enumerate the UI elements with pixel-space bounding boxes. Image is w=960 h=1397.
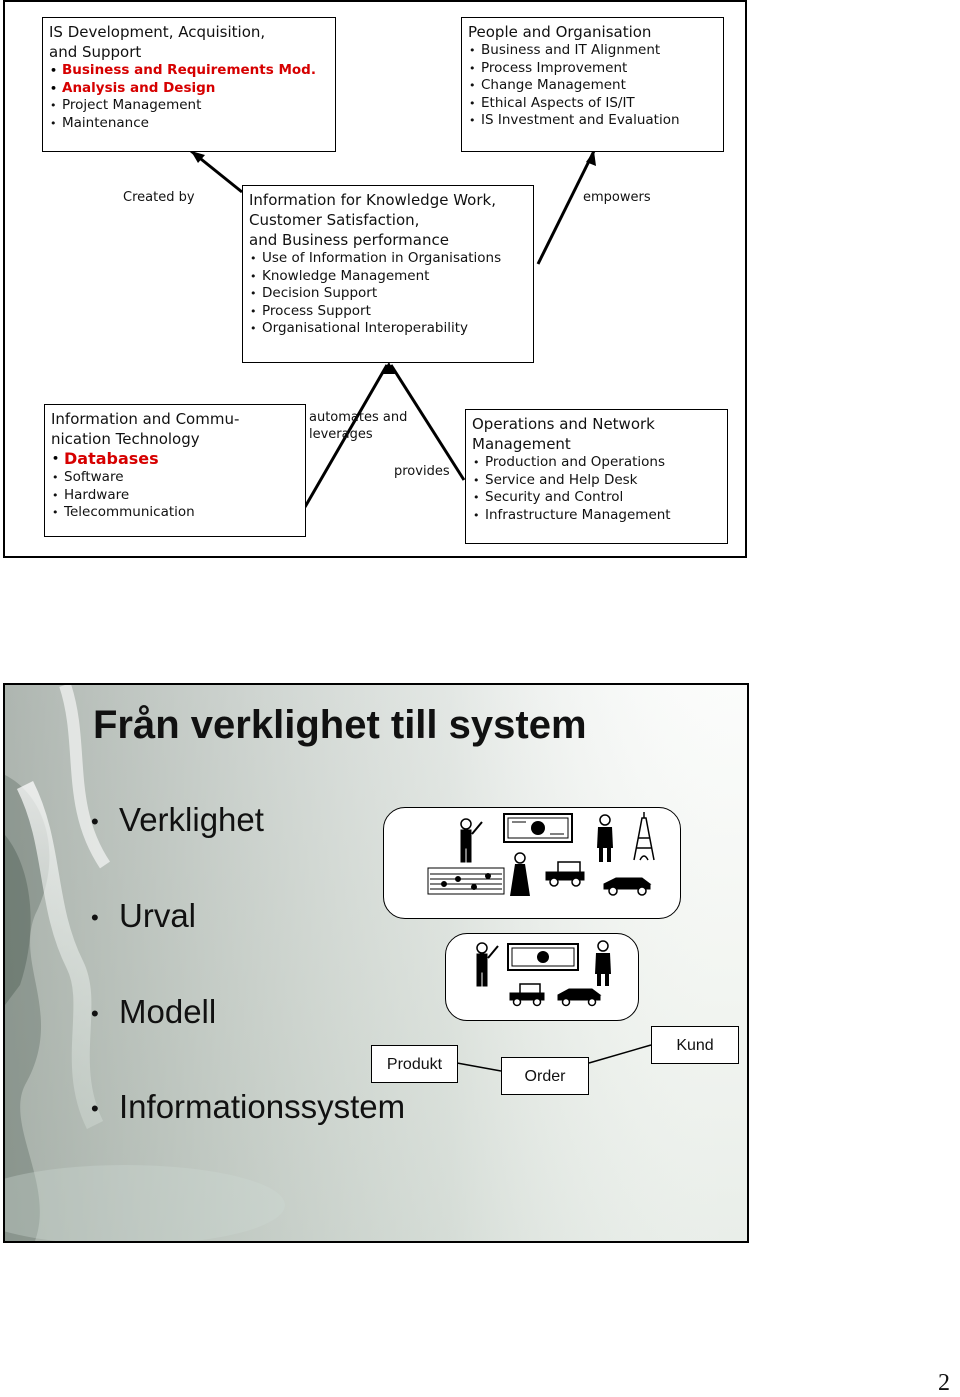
label-created-by: Created by bbox=[123, 190, 195, 205]
list-item: • Production and Operations bbox=[472, 454, 721, 472]
slide-title: Från verklighet till system bbox=[93, 703, 587, 747]
box-ict-title-2: nication Technology bbox=[51, 430, 200, 448]
list-item: • Knowledge Management bbox=[249, 268, 527, 286]
list-item: • Business and Requirements Mod. bbox=[49, 62, 329, 80]
box-info-list bbox=[249, 250, 527, 338]
box-info-title-3: and Business performance bbox=[249, 231, 449, 249]
list-item: • Process Improvement bbox=[468, 60, 717, 78]
model-box-kund: Kund bbox=[651, 1026, 739, 1064]
box-is-title-2: and Support bbox=[49, 43, 142, 61]
box-ict bbox=[44, 404, 306, 537]
list-item: • Ethical Aspects of IS/IT bbox=[468, 95, 717, 113]
box-ops-title-2: Management bbox=[472, 435, 571, 453]
model-box-produkt: Produkt bbox=[371, 1045, 458, 1083]
box-ops-title-1: Operations and Network bbox=[472, 415, 655, 433]
list-item: • IS Investment and Evaluation bbox=[468, 112, 717, 130]
list-item: • Service and Help Desk bbox=[472, 472, 721, 490]
page-number: 2 bbox=[938, 1370, 950, 1396]
list-item: • Decision Support bbox=[249, 285, 527, 303]
box-information-knowledge bbox=[242, 185, 534, 363]
label-provides: provides bbox=[394, 464, 450, 479]
box-ict-list bbox=[51, 449, 299, 522]
bullet-label: Informationssystem bbox=[119, 1088, 406, 1125]
list-item: • Hardware bbox=[51, 487, 299, 505]
box-is-title-1: IS Development, Acquisition, bbox=[49, 23, 266, 41]
box-ops-list bbox=[472, 454, 721, 524]
bullet-label: Verklighet bbox=[119, 801, 264, 838]
list-item: • Software bbox=[51, 469, 299, 487]
bullet-verklighet: • Verklighet bbox=[91, 801, 264, 838]
list-item: • Organisational Interoperability bbox=[249, 320, 527, 338]
box-people-list bbox=[468, 42, 717, 130]
model-connectors bbox=[5, 685, 747, 1241]
box-is-list bbox=[49, 62, 329, 132]
label-leverages: leverages bbox=[309, 427, 373, 442]
box-info-title-1: Information for Knowledge Work, bbox=[249, 191, 496, 209]
label-empowers: empowers bbox=[583, 190, 651, 205]
list-item: • Maintenance bbox=[49, 115, 329, 133]
list-item: • Process Support bbox=[249, 303, 527, 321]
list-item: • Infrastructure Management bbox=[472, 507, 721, 525]
slide-is-framework bbox=[3, 0, 747, 558]
box-people-title: People and Organisation bbox=[468, 23, 652, 41]
box-is-development bbox=[42, 17, 336, 152]
list-item: • Use of Information in Organisations bbox=[249, 250, 527, 268]
bullet-label: Modell bbox=[119, 993, 217, 1030]
list-item: • Change Management bbox=[468, 77, 717, 95]
box-people-organisation bbox=[461, 17, 724, 152]
box-ict-title-1: Information and Commu- bbox=[51, 410, 240, 428]
list-item: • Business and IT Alignment bbox=[468, 42, 717, 60]
box-info-title-2: Customer Satisfaction, bbox=[249, 211, 420, 229]
model-box-order: Order bbox=[501, 1057, 589, 1095]
list-item: • Security and Control bbox=[472, 489, 721, 507]
bullet-urval: • Urval bbox=[91, 897, 197, 934]
list-item: • Project Management bbox=[49, 97, 329, 115]
list-item: • Databases bbox=[51, 449, 299, 469]
box-operations-network bbox=[465, 409, 728, 544]
bullet-informationssystem: • Informationssystem bbox=[91, 1088, 406, 1125]
list-item: • Telecommunication bbox=[51, 504, 299, 522]
bullet-modell: • Modell bbox=[91, 993, 217, 1030]
slide-fran-verklighet bbox=[3, 683, 749, 1243]
bullet-label: Urval bbox=[119, 897, 197, 934]
line-info-to-people bbox=[538, 151, 594, 264]
label-automates-and: automates and bbox=[309, 410, 408, 425]
list-item: • Analysis and Design bbox=[49, 80, 329, 98]
